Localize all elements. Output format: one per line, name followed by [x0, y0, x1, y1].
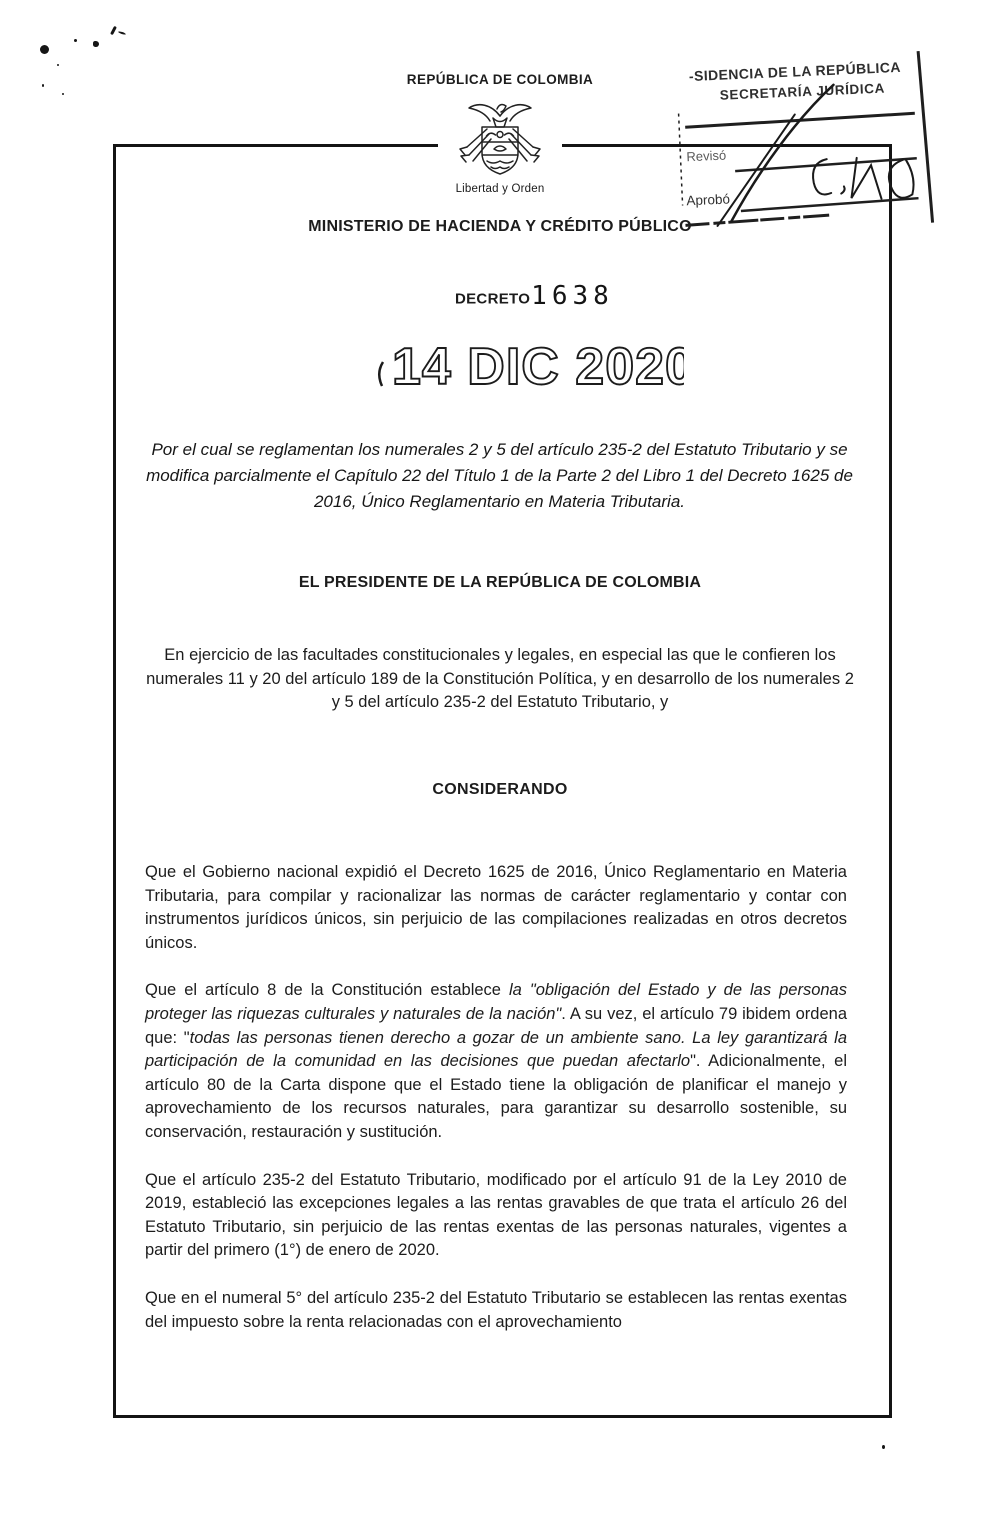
signature [712, 81, 915, 225]
powers-paragraph: En ejercicio de las facultades constitucionales y legales, en especial las que le confieren los numerales 11 y 20 del artículo 189 de la Constitución Política, y en desarrollo de los numerales 2 y 5 del artículo 235-2 del Estatuto Tributario, y [146, 646, 854, 711]
stamp-paren-mark [379, 362, 383, 386]
approval-stamp [672, 44, 942, 241]
stamp-line1: -SIDENCIA DE LA REPÚBLICA [688, 58, 902, 85]
stamp-line2: SECRETARÍA JURÍDICA [719, 80, 886, 103]
decree-line [455, 281, 614, 314]
considerando-paragraphs [145, 861, 847, 1358]
decree-subject: Por el cual se reglamentan los numerales 2 y 5 del artículo 235-2 del Estatuto Tributario y se modifica parcialmente el Capítulo 22 del Título 1 de la Parte 2 del Libro 1 del Decreto 1625 de 2016, Único Reglamentario en Materia Tributaria. [146, 440, 853, 511]
ink-speck [57, 64, 59, 66]
considerando-paragraph: Que el artículo 235-2 del Estatuto Tributario, modificado por el artículo 91 de la Ley 2010 de 2019, estableció las excepciones legales a las rentas gravables de que trata el artículo 26 del Estatuto Tributario, sin perjuicio de las rentas exentas de las personas naturales, vigentes a partir del primero (1°) de enero de 2020. [145, 1170, 847, 1260]
considerando-paragraph: Que en el numeral 5° del artículo 235-2 del Estatuto Tributario se establecen las rentas exentas del impuesto sobre la renta relacionadas con el aprovechamiento [145, 1288, 847, 1331]
ink-speck [93, 41, 99, 47]
emblem-motto: Libertad y Orden [455, 183, 545, 195]
ink-speck [74, 39, 77, 42]
decree-number-stamp: 1638 [531, 281, 614, 311]
ink-speck [118, 31, 126, 35]
decree-label: DECRETO [455, 290, 531, 308]
ink-speck [40, 45, 49, 54]
date-stamp-text: 14 DIC 2020 [392, 338, 684, 396]
stamp-aprobo-label: Aprobó [686, 191, 731, 209]
date-stamp [372, 326, 684, 409]
coat-of-arms-icon [440, 96, 560, 182]
coat-of-arms [438, 96, 562, 204]
considerando-heading: CONSIDERANDO [432, 781, 568, 798]
ink-speck [62, 93, 64, 95]
ink-speck [882, 1445, 885, 1449]
ink-speck [110, 26, 117, 35]
ministry-title: MINISTERIO DE HACIENDA Y CRÉDITO PÚBLICO [308, 218, 692, 235]
considerando-paragraph: Que el artículo 8 de la Constitución establece la "obligación del Estado y de las personas proteger las riquezas culturales y naturales de la nación". A su vez, el artículo 79 ibidem ordena que: "todas las personas tienen derecho a gozar de un ambiente sano. La ley garantizará la participación de la comunidad en las decisiones que puedan afectarlo". Adicionalmente, el artículo 80 de la Carta dispone que el Estado tiene la obligación de planificar el manejo y aprovechamiento de los recursos naturales, para garantizar su desarrollo sostenible, su conservación, restauración y sustitución. [145, 981, 847, 1141]
president-heading: EL PRESIDENTE DE LA REPÚBLICA DE COLOMBIA [298, 574, 702, 591]
stamp-reviso-label: Revisó [686, 147, 727, 165]
considerando-paragraph: Que el Gobierno nacional expidió el Decreto 1625 de 2016, Único Reglamentario en Materia Tributaria, para compilar y racionalizar las normas de carácter reglamentario y contar con instrumentos jurídicos únicos, sin perjuicio de las compilaciones realizadas en otros decretos únicos. [145, 863, 847, 952]
republic-title: REPÚBLICA DE COLOMBIA [406, 72, 594, 87]
